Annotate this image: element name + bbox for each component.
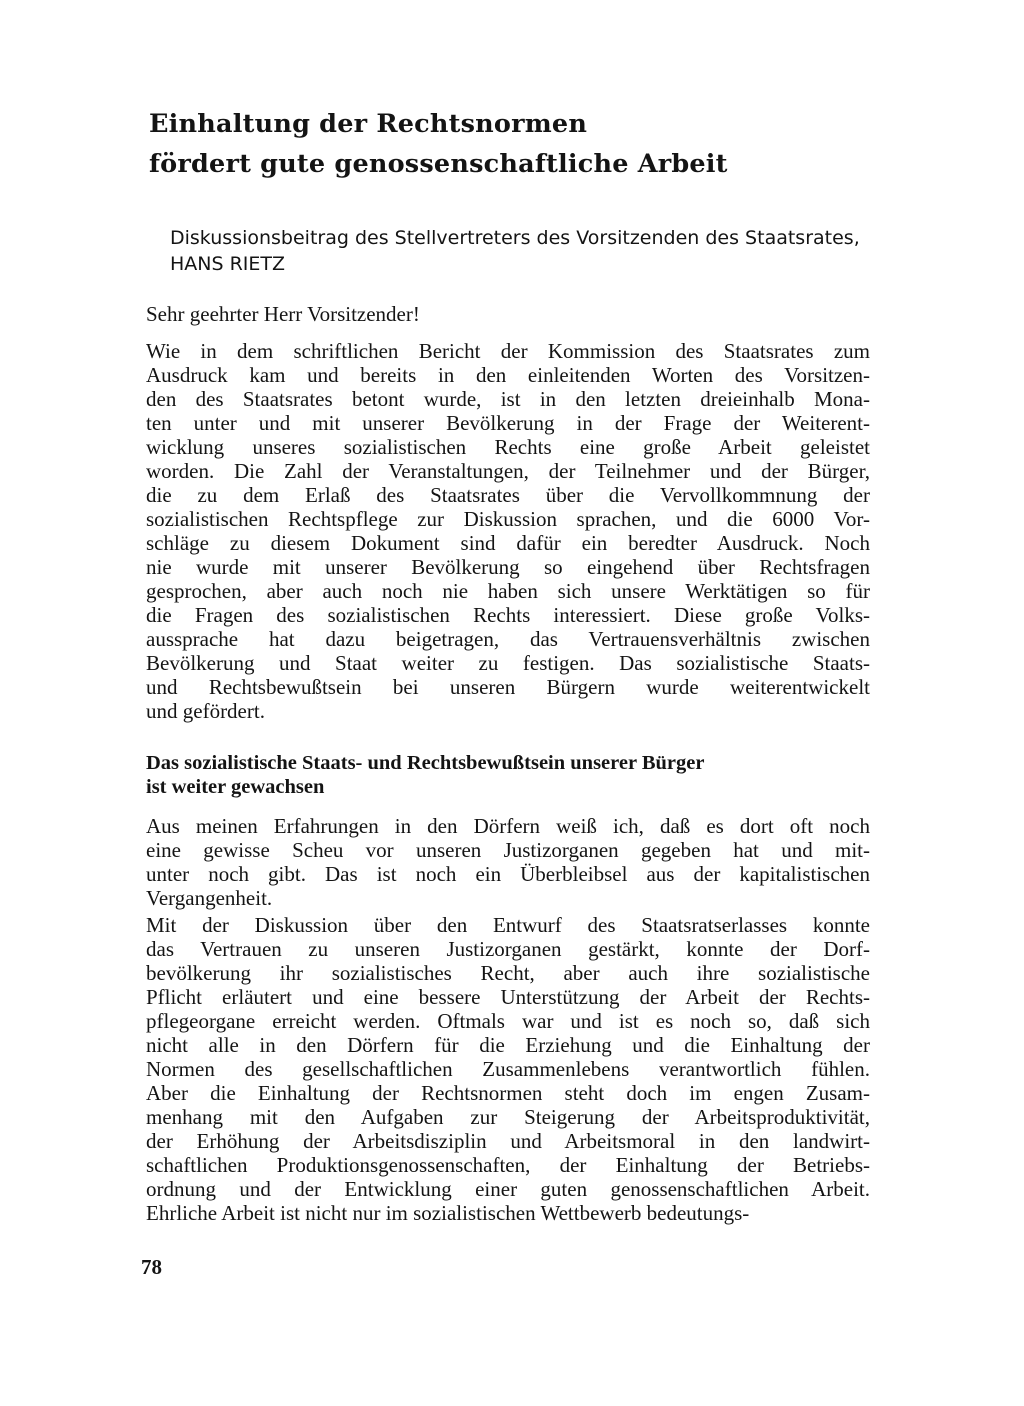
paragraph-line: eine gewisse Scheu vor unseren Justizorganen gegeben hat und mit- bbox=[146, 838, 870, 862]
paragraph-line: aussprache hat dazu beigetragen, das Vertrauensverhältnis zwischen bbox=[146, 627, 870, 651]
paragraph-line: Ehrliche Arbeit ist nicht nur im sozialistischen Wettbewerb bedeutungs- bbox=[146, 1201, 750, 1225]
paragraph-line: Bevölkerung und Staat weiter zu festigen. Das sozialistische Staats- bbox=[146, 651, 870, 675]
paragraph-line: Wie in dem schriftlichen Bericht der Kommission des Staatsrates zum bbox=[146, 339, 870, 363]
section-heading-line: Das sozialistische Staats- und Rechtsbewußtsein unserer Bürger bbox=[146, 752, 705, 774]
paragraph-line: pflegeorgane erreicht werden. Oftmals war und ist es noch so, daß sich bbox=[146, 1009, 870, 1033]
paragraph-line: nie wurde mit unserer Bevölkerung so eingehend über Rechtsfragen bbox=[146, 555, 870, 579]
paragraph-line: nicht alle in den Dörfern für die Erziehung und die Einhaltung der bbox=[146, 1033, 870, 1057]
paragraph-line: menhang mit den Aufgaben zur Steigerung der Arbeitsproduktivität, bbox=[146, 1105, 870, 1129]
paragraph-line: Vergangenheit. bbox=[146, 886, 273, 910]
article-title bbox=[149, 104, 909, 184]
title-line: Einhaltung der Rechtsnormen bbox=[149, 109, 588, 139]
paragraph-line: bevölkerung ihr sozialistisches Recht, aber auch ihre sozialistische bbox=[146, 961, 870, 985]
paragraph-line: Aus meinen Erfahrungen in den Dörfern weiß ich, daß es dort oft noch bbox=[146, 814, 870, 838]
paragraph-line: den des Staatsrates betont wurde, ist in den letzten dreieinhalb Mona- bbox=[146, 387, 870, 411]
paragraph-line: worden. Die Zahl der Veranstaltungen, der Teilnehmer und der Bürger, bbox=[146, 459, 870, 483]
paragraph-line: ordnung und der Entwicklung einer guten genossenschaftlichen Arbeit. bbox=[146, 1177, 870, 1201]
paragraph-line: wicklung unseres sozialistischen Rechts eine große Arbeit geleistet bbox=[146, 435, 870, 459]
paragraph-line: schaftlichen Produktionsgenossenschaften, der Einhaltung der Betriebs- bbox=[146, 1153, 870, 1177]
paragraph-line: schläge zu diesem Dokument sind dafür ein beredter Ausdruck. Noch bbox=[146, 531, 870, 555]
paragraph-line: sozialistischen Rechtspflege zur Diskussion sprachen, und die 6000 Vor- bbox=[146, 507, 870, 531]
paragraph bbox=[146, 339, 870, 723]
section-heading bbox=[146, 751, 704, 799]
page-number: 78 bbox=[141, 1255, 162, 1279]
byline bbox=[170, 225, 890, 277]
paragraph-line: die Fragen des sozialistischen Rechts interessiert. Diese große Volks- bbox=[146, 603, 870, 627]
paragraph-line: Mit der Diskussion über den Entwurf des Staatsratserlasses konnte bbox=[146, 913, 870, 937]
salutation: Sehr geehrter Herr Vorsitzender! bbox=[146, 302, 420, 326]
paragraph-line: das Vertrauen zu unseren Justizorganen gestärkt, konnte der Dorf- bbox=[146, 937, 870, 961]
paragraph-line: Aber die Einhaltung der Rechtsnormen steht doch im engen Zusam- bbox=[146, 1081, 870, 1105]
paragraph-line: die zu dem Erlaß des Staatsrates über die Vervollkommnung der bbox=[146, 483, 870, 507]
paragraph-line: der Erhöhung der Arbeitsdisziplin und Arbeitsmoral in den landwirt- bbox=[146, 1129, 870, 1153]
paragraph-line: Pflicht erläutert und eine bessere Unterstützung der Arbeit der Rechts- bbox=[146, 985, 870, 1009]
section-heading-line: ist weiter gewachsen bbox=[146, 776, 325, 798]
paragraph-line: unter noch gibt. Das ist noch ein Überbleibsel aus der kapitalistischen bbox=[146, 862, 870, 886]
paragraph-line: Normen des gesellschaftlichen Zusammenlebens verantwortlich fühlen. bbox=[146, 1057, 870, 1081]
title-line: fördert gute genossenschaftliche Arbeit bbox=[149, 149, 728, 179]
paragraph bbox=[146, 913, 870, 1225]
paragraph-line: ten unter und mit unserer Bevölkerung in der Frage der Weiterent- bbox=[146, 411, 870, 435]
paragraph-line: Ausdruck kam und bereits in den einleitenden Worten des Vorsitzen- bbox=[146, 363, 870, 387]
paragraph-line: und Rechtsbewußtsein bei unseren Bürgern wurde weiterentwickelt bbox=[146, 675, 870, 699]
byline-line: Diskussionsbeitrag des Stellvertreters des Vorsitzenden des Staatsrates, bbox=[170, 227, 860, 249]
paragraph-line: gesprochen, aber auch noch nie haben sich unsere Werktätigen so für bbox=[146, 579, 870, 603]
byline-author: HANS RIETZ bbox=[170, 253, 286, 275]
paragraph bbox=[146, 814, 870, 910]
paragraph-line: und gefördert. bbox=[146, 699, 265, 723]
